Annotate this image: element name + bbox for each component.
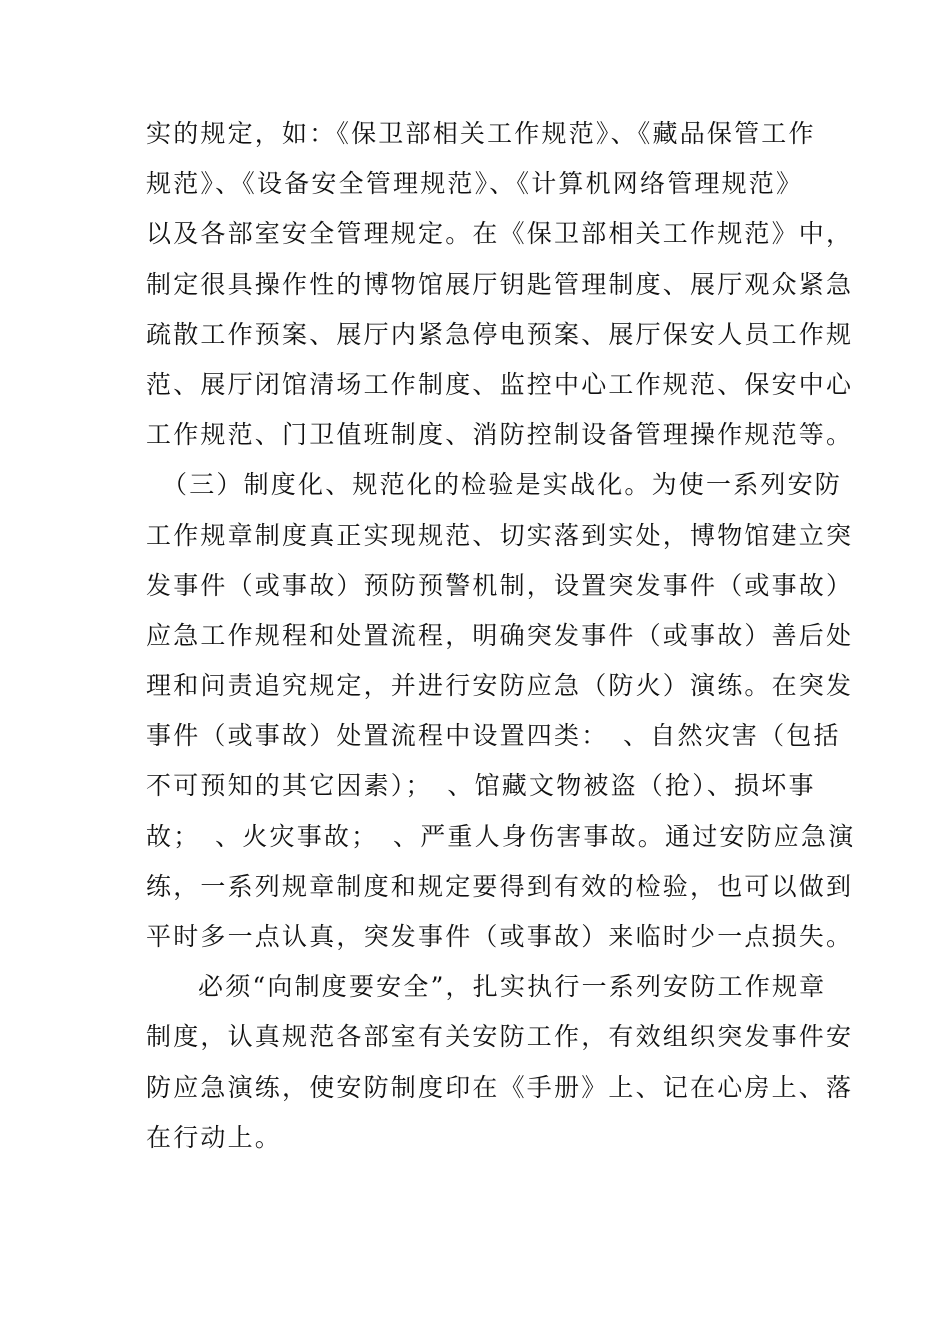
text-line: 制度，认真规范各部室有关安防工作，有效组织突发事件安 [146,1022,854,1052]
text-line: 必须“向制度要安全”，扎实执行一系列安防工作规章 [198,972,827,1002]
text-line: 工作规章制度真正实现规范、切实落到实处，博物馆建立突 [146,520,854,550]
text-line: 防应急演练，使安防制度印在《手册》上、记在心房上、落 [146,1072,854,1102]
text-line: 平时多一点认真，突发事件（或事故）来临时少一点损失。 [146,922,854,951]
text-line: 在行动上。 [146,1122,283,1152]
text-line: 制定很具操作性的博物馆展厅钥匙管理制度、展厅观众紧急 [146,269,854,299]
text-line: 故； 、火灾事故； 、严重人身伤害事故。通过安防应急演 [146,821,856,851]
text-line: 实的规定，如：《保卫部相关工作规范》、《藏品保管工作 [146,119,816,148]
text-line: 不可预知的其它因素）； 、馆藏文物被盗（抢）、损坏事 [146,771,816,801]
text-line: 规范》、《设备安全管理规范》、《计算机网络管理规范》 [146,169,804,199]
text-line: 范、展厅闭馆清场工作制度、监控中心工作规范、保安中心 [146,369,854,399]
text-line: 发事件（或事故）预防预警机制，设置突发事件（或事故） [146,570,854,600]
text-line: 以及各部室安全管理规定。在《保卫部相关工作规范》中， [146,219,854,249]
body-text [146,109,856,1163]
text-line: 工作规范、门卫值班制度、消防控制设备管理操作规范等。 [146,420,854,450]
text-line: （三）制度化、规范化的检验是实战化。为使一系列安防 [162,470,843,500]
text-line: 练，一系列规章制度和规定要得到有效的检验，也可以做到 [146,871,854,901]
text-line: 疏散工作预案、展厅内紧急停电预案、展厅保安人员工作规 [146,319,854,349]
text-line: 理和问责追究规定，并进行安防应急（防火）演练。在突发 [146,671,854,701]
text-line: 事件（或事故）处置流程中设置四类： 、自然灾害（包括 [146,721,841,751]
text-line: 应急工作规程和处置流程，明确突发事件（或事故）善后处 [146,620,854,650]
